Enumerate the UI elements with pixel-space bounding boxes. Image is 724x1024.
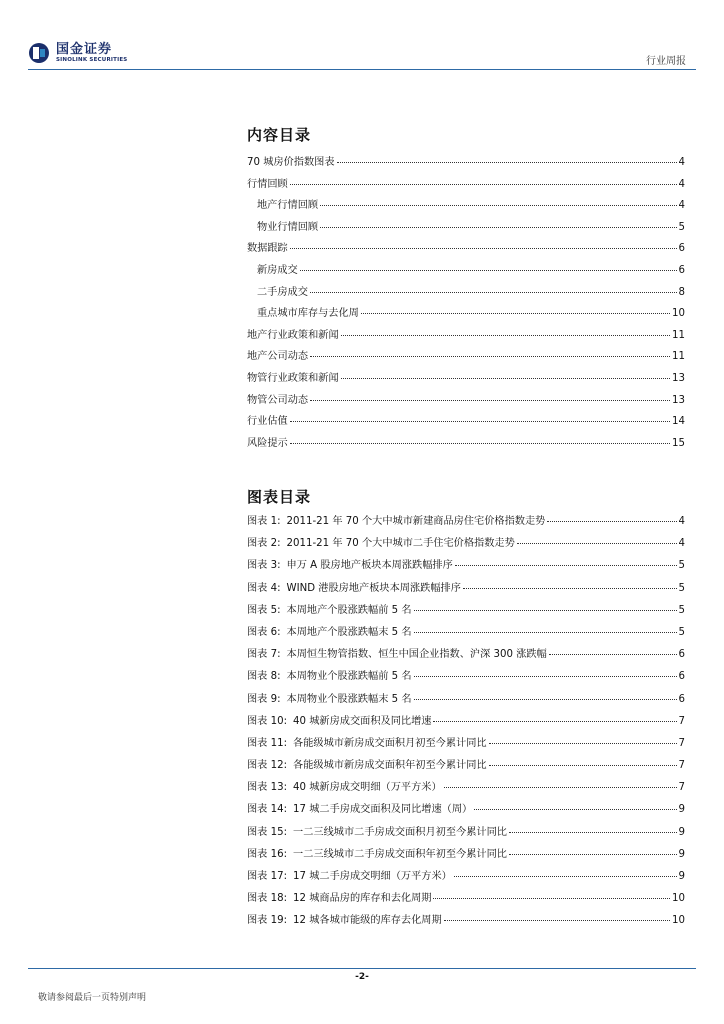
figure-entry-number: 图表 18:: [247, 893, 288, 905]
figure-entry-label: 17 城二手房成交面积及同比增速（周）: [293, 804, 473, 816]
toc-entry-label: 新房成交: [257, 264, 298, 276]
toc-entry-page: 4: [678, 200, 685, 212]
figure-entry-number: 图表 3:: [247, 560, 281, 572]
figure-entry[interactable]: [247, 623, 685, 645]
dot-leader: [474, 809, 676, 810]
figure-entry[interactable]: [247, 534, 685, 556]
figure-entry[interactable]: [247, 800, 685, 822]
figure-entry-number: 图表 12:: [247, 760, 288, 772]
figure-entry-number: 图表 5:: [247, 604, 281, 616]
figure-entry-label: 本周恒生物管指数、恒生中国企业指数、沪深 300 涨跌幅: [286, 649, 547, 661]
dot-leader: [547, 521, 676, 522]
page-number: -2-: [355, 972, 369, 982]
figure-entry-label: 本周地产个股涨跌幅末 5 名: [286, 626, 412, 638]
figure-entry-number: 图表 17:: [247, 871, 288, 882]
figure-entry[interactable]: [247, 512, 685, 534]
toc-entry-page: 15: [672, 437, 685, 449]
figure-entry-label: 2011-21 年 70 个大中城市二手住宅价格指数走势: [286, 538, 515, 550]
figure-entry-number: 图表 7:: [247, 649, 281, 661]
figure-entry[interactable]: [247, 889, 685, 911]
logo-mark-icon: [28, 42, 50, 64]
dot-leader: [489, 765, 677, 766]
figure-entry[interactable]: [247, 601, 685, 623]
toc-title: 内容目录: [247, 126, 312, 144]
dot-leader: [320, 205, 676, 206]
toc-entry-page: 14: [672, 416, 685, 428]
toc-entry-label: 地产行业政策和新闻: [247, 329, 339, 341]
disclaimer-note: 敬请参阅最后一页特别声明: [38, 993, 147, 1003]
figure-entry-page: 6: [678, 649, 685, 661]
figure-entry[interactable]: [247, 823, 685, 845]
figure-entry-number: 图表 2:: [247, 538, 281, 550]
figure-entry[interactable]: [247, 734, 685, 756]
toc-entry-label: 数据跟踪: [247, 243, 288, 255]
toc-entry-label: 地产行情回顾: [257, 200, 319, 212]
figure-list-title: 图表目录: [247, 488, 312, 506]
figure-entry-page: 7: [678, 737, 685, 749]
figure-entry-page: 4: [678, 538, 685, 550]
figure-entry-number: 图表 9:: [247, 693, 281, 705]
figure-entry-label: 12 城各城市能级的库存去化周期: [293, 915, 442, 927]
dot-leader: [509, 854, 677, 855]
toc-entry-label: 物业行情回顾: [257, 221, 319, 233]
figure-entry-page: 5: [678, 582, 685, 594]
toc-entry[interactable]: [247, 304, 685, 326]
dot-leader: [290, 248, 677, 249]
toc-entry[interactable]: [247, 239, 685, 261]
figure-entry-page: 7: [678, 760, 685, 772]
dot-leader: [444, 787, 677, 788]
toc-entry-label: 物管行业政策和新闻: [247, 372, 339, 384]
dot-leader: [489, 743, 677, 744]
toc-entry[interactable]: [247, 369, 685, 391]
toc-entry-label: 70 城房价指数图表: [247, 157, 335, 168]
figure-entry-number: 图表 11:: [247, 737, 288, 749]
figure-entry[interactable]: [247, 712, 685, 734]
toc-entry[interactable]: [247, 196, 685, 218]
figure-entry-number: 图表 15:: [247, 826, 288, 838]
figure-entry-page: 6: [678, 693, 685, 705]
dot-leader: [290, 443, 670, 444]
toc-entry-label: 风险提示: [247, 437, 288, 449]
figure-entry-page: 5: [678, 604, 685, 616]
figure-entry-label: 一二三线城市二手房成交面积年初至今累计同比: [293, 848, 507, 860]
dot-leader: [320, 227, 676, 228]
figure-entry[interactable]: [247, 667, 685, 689]
toc-entry-page: 4: [678, 157, 685, 168]
dot-leader: [310, 292, 677, 293]
dot-leader: [300, 270, 677, 271]
figure-entry-number: 图表 6:: [247, 626, 281, 638]
figure-entry[interactable]: [247, 756, 685, 778]
figure-entry-page: 7: [678, 782, 685, 794]
toc-entry-label: 物管公司动态: [247, 394, 309, 406]
toc-entry-page: 10: [672, 308, 685, 320]
figure-entry-label: 12 城商品房的库存和去化周期: [293, 893, 432, 905]
dot-leader: [509, 832, 677, 833]
dot-leader: [290, 184, 677, 185]
figure-entry-label: 一二三线城市二手房成交面积月初至今累计同比: [293, 826, 507, 838]
figure-entry-page: 6: [678, 671, 685, 683]
dot-leader: [414, 676, 677, 677]
figure-entry-label: 各能级城市新房成交面积月初至今累计同比: [293, 737, 487, 749]
figure-entry-page: 5: [678, 626, 685, 638]
figure-entry-page: 10: [672, 915, 685, 927]
dot-leader: [341, 378, 670, 379]
toc-entry[interactable]: [247, 412, 685, 434]
dot-leader: [414, 610, 677, 611]
toc-entry-label: 地产公司动态: [247, 351, 309, 363]
figure-entry-number: 图表 16:: [247, 848, 288, 860]
figure-entry-number: 图表 14:: [247, 804, 288, 816]
figure-entry-label: 本周地产个股涨跌幅前 5 名: [286, 604, 412, 616]
figure-entry-label: 申万 A 股房地产板块本周涨跌幅排序: [286, 560, 453, 572]
toc-entry[interactable]: [247, 391, 685, 413]
page-header: [0, 0, 724, 70]
figure-entry-label: 本周物业个股涨跌幅末 5 名: [286, 693, 412, 705]
figure-entry-label: 40 城新房成交明细（万平方米）: [293, 782, 442, 794]
toc-entry[interactable]: [247, 261, 685, 283]
toc-entry-page: 13: [672, 372, 685, 384]
figure-entry-label: 17 城二手房成交明细（万平方米）: [293, 871, 452, 882]
figure-entry-page: 9: [678, 848, 685, 860]
dot-leader: [414, 699, 677, 700]
figure-entry[interactable]: [247, 911, 685, 933]
figure-entry[interactable]: [247, 579, 685, 601]
dot-leader: [433, 898, 670, 899]
toc-entry-label: 行情回顾: [247, 178, 288, 190]
header-divider: [28, 69, 696, 70]
dot-leader: [310, 400, 670, 401]
figure-entry-page: 10: [672, 893, 685, 905]
toc-entry[interactable]: [247, 153, 685, 175]
toc-entry[interactable]: [247, 175, 685, 197]
toc-entry-page: 8: [678, 286, 685, 298]
toc-entry-page: 5: [678, 221, 685, 233]
toc-entry-label: 行业估值: [247, 416, 288, 428]
toc-entry-label: 二手房成交: [257, 286, 308, 298]
figure-entry[interactable]: [247, 845, 685, 867]
toc-entry-page: 13: [672, 394, 685, 406]
toc-entry-page: 11: [672, 329, 685, 341]
figure-entry-page: 7: [678, 715, 685, 727]
toc-entry[interactable]: [247, 218, 685, 240]
dot-leader: [444, 920, 670, 921]
figure-entry-page: 9: [678, 871, 685, 882]
figure-entry-number: 图表 19:: [247, 915, 288, 927]
toc-entry-page: 6: [678, 264, 685, 276]
company-logo: [28, 42, 127, 64]
dot-leader: [337, 162, 677, 163]
dot-leader: [463, 588, 677, 589]
toc-entry-page: 4: [678, 178, 685, 190]
figure-entry-label: WIND 港股房地产板块本周涨跌幅排序: [286, 582, 461, 594]
dot-leader: [414, 632, 677, 633]
dot-leader: [517, 543, 677, 544]
figure-entry[interactable]: [247, 867, 685, 889]
figure-entry-number: 图表 8:: [247, 671, 281, 683]
list-of-figures: [247, 512, 685, 934]
toc-entry[interactable]: [247, 347, 685, 369]
dot-leader: [454, 876, 677, 877]
figure-entry-label: 40 城新房成交面积及同比增速: [293, 715, 432, 727]
figure-entry[interactable]: [247, 778, 685, 800]
toc-entry[interactable]: [247, 434, 685, 456]
dot-leader: [290, 421, 670, 422]
figure-entry-page: 9: [678, 826, 685, 838]
toc-entry-page: 6: [678, 243, 685, 255]
toc-entry-page: 11: [672, 351, 685, 363]
figure-entry[interactable]: [247, 690, 685, 712]
figure-entry-number: 图表 10:: [247, 715, 288, 727]
figure-entry-page: 4: [678, 516, 685, 527]
dot-leader: [310, 356, 670, 357]
dot-leader: [455, 565, 677, 566]
figure-entry-number: 图表 1:: [247, 516, 281, 527]
report-type-label: 行业周报: [646, 56, 686, 67]
figure-entry-page: 5: [678, 560, 685, 572]
footer-divider: [28, 968, 696, 969]
figure-entry-number: 图表 13:: [247, 782, 288, 794]
figure-entry-label: 各能级城市新房成交面积年初至今累计同比: [293, 760, 487, 772]
figure-entry[interactable]: [247, 556, 685, 578]
logo-chinese-name: 国金证券: [56, 41, 113, 57]
figure-entry-page: 9: [678, 804, 685, 816]
figure-entry-label: 本周物业个股涨跌幅前 5 名: [286, 671, 412, 683]
toc-entry[interactable]: [247, 326, 685, 348]
toc-entry[interactable]: [247, 283, 685, 305]
toc-entry-label: 重点城市库存与去化周: [257, 308, 359, 320]
figure-entry[interactable]: [247, 645, 685, 667]
dot-leader: [361, 313, 670, 314]
table-of-contents: [247, 153, 685, 455]
logo-english-name: SINOLINK SECURITIES: [56, 56, 128, 63]
dot-leader: [549, 654, 677, 655]
figure-entry-label: 2011-21 年 70 个大中城市新建商品房住宅价格指数走势: [286, 516, 546, 527]
dot-leader: [433, 721, 676, 722]
dot-leader: [341, 335, 670, 336]
figure-entry-number: 图表 4:: [247, 582, 281, 594]
